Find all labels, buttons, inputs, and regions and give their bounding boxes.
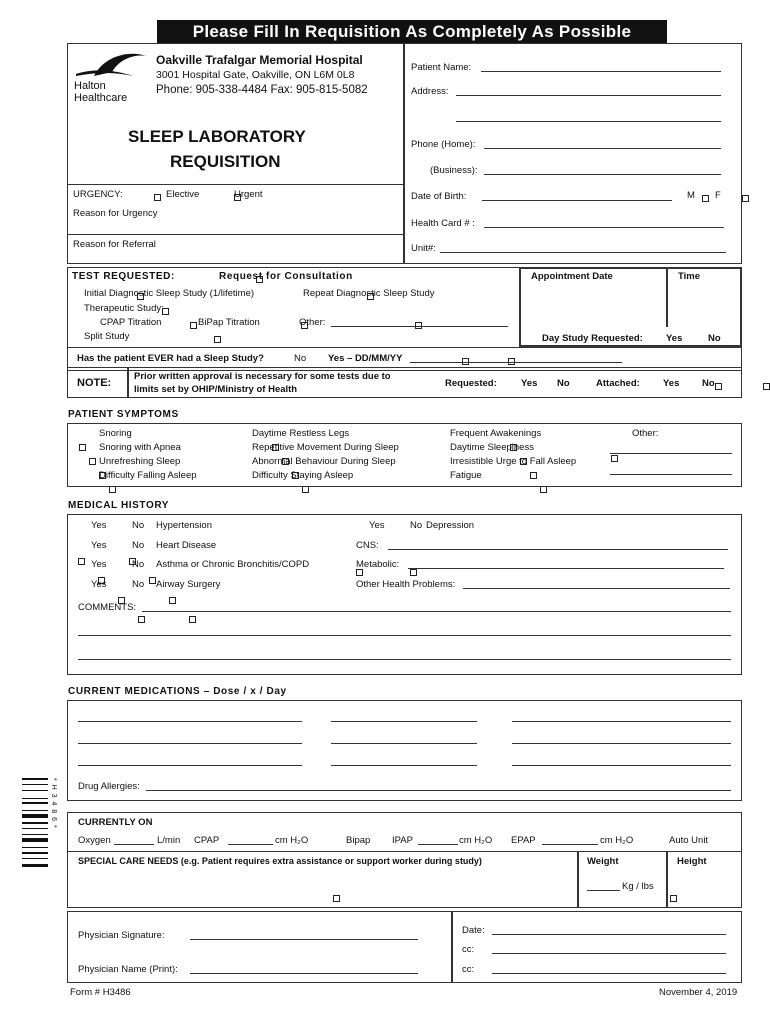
medication-field[interactable] [512, 765, 731, 766]
other-test-label: Other: [299, 317, 326, 328]
physician-signature-label: Physician Signature: [78, 930, 165, 941]
epap-label: EPAP [511, 835, 536, 846]
history-condition-label: Asthma or Chronic Bronchitis/COPD [156, 559, 310, 570]
attached-yes-label: Yes [663, 378, 680, 389]
symptom-checkbox[interactable] [302, 486, 309, 493]
form-banner: Please Fill In Requisition As Completely As Possible [157, 20, 667, 44]
logo-line-healthcare: Healthcare [74, 92, 128, 104]
symptom-label: Daytime Sleepiness [450, 442, 534, 453]
symptom-label: Difficulty Falling Asleep [99, 470, 197, 481]
patient-name-field[interactable] [481, 71, 721, 72]
bipap-label: Bipap [346, 835, 371, 846]
note-label: NOTE: [77, 377, 112, 389]
cpap-unit: cm H₂O [275, 835, 309, 846]
ever-date-field[interactable] [410, 362, 622, 363]
phone-business-label: (Business): [430, 165, 478, 176]
day-study-label: Day Study Requested: [542, 333, 643, 344]
symptom-checkbox[interactable] [79, 444, 86, 451]
bipap-titration-label: BiPap Titration [198, 317, 260, 328]
unit-label: Unit#: [411, 243, 436, 254]
address-label: Address: [411, 86, 449, 97]
ipap-label: IPAP [392, 835, 413, 846]
reason-urgency-label: Reason for Urgency [73, 208, 158, 219]
barcode-bar [22, 834, 48, 835]
history-no-checkbox[interactable] [169, 597, 176, 604]
bipap-checkbox[interactable] [333, 895, 340, 902]
phone-home-field[interactable] [484, 148, 721, 149]
other-health-problems-label: Other Health Problems: [356, 579, 456, 590]
barcode-bar [22, 798, 48, 799]
barcode-bar [22, 858, 48, 859]
date-label: Date: [462, 925, 485, 936]
symptom-label: Difficulty Staying Asleep [252, 470, 354, 481]
hospital-phone: Phone: 905-338-4484 Fax: 905-815-5082 [156, 84, 368, 96]
cc-label-1: cc: [462, 944, 475, 955]
medication-field[interactable] [331, 721, 477, 722]
physician-name-field[interactable] [190, 973, 418, 974]
other-symptom-label: Other: [632, 428, 659, 439]
lmin-label: L/min [157, 835, 181, 846]
requested-label: Requested: [445, 378, 497, 389]
patient-name-label: Patient Name: [411, 62, 472, 73]
weight-label: Weight [587, 856, 619, 867]
symptom-checkbox[interactable] [89, 458, 96, 465]
depression-yes-label: Yes [369, 520, 385, 531]
urgent-label: Urgent [234, 189, 263, 200]
ipap-field[interactable] [418, 844, 458, 845]
ever-sleep-study-question: Has the patient EVER had a Sleep Study? [77, 353, 264, 364]
history-no-label: No [132, 559, 145, 570]
medications-header: CURRENT MEDICATIONS – Dose / x / Day [68, 686, 287, 697]
metabolic-label: Metabolic: [356, 559, 400, 570]
symptom-checkbox[interactable] [530, 472, 537, 479]
history-no-label: No [132, 520, 145, 531]
cns-label: CNS: [356, 540, 379, 551]
symptom-checkbox[interactable] [109, 486, 116, 493]
other-symptom-checkbox[interactable] [611, 455, 618, 462]
form-title-line1: SLEEP LABORATORY [128, 127, 306, 146]
auto-unit-label: Auto Unit [669, 835, 709, 846]
phone-business-field[interactable] [484, 174, 721, 175]
test-requested-header: TEST REQUESTED: [72, 271, 175, 282]
address-field[interactable] [456, 95, 721, 96]
phone-home-label: Phone (Home): [411, 139, 476, 150]
medication-field[interactable] [78, 765, 302, 766]
cc-field-1[interactable] [492, 953, 726, 954]
weight-field[interactable] [587, 890, 620, 891]
symptom-label: Irresistible Urge to Fall Asleep [450, 456, 577, 467]
form-number: Form # H3486 [70, 987, 131, 998]
hospital-name: Oakville Trafalgar Memorial Hospital [156, 53, 363, 67]
health-card-label: Health Card # : [411, 218, 475, 229]
oxygen-label: Oxygen [78, 835, 111, 846]
history-yes-checkbox[interactable] [78, 558, 85, 565]
barcode-bar [22, 852, 48, 854]
depression-no-label: No [410, 520, 423, 531]
metabolic-field[interactable] [408, 568, 724, 569]
medication-field[interactable] [78, 721, 302, 722]
comments-field-3[interactable] [78, 659, 731, 660]
barcode-bar [22, 864, 48, 868]
attached-label: Attached: [596, 378, 640, 389]
comments-field-1[interactable] [142, 611, 731, 612]
medication-field[interactable] [331, 743, 477, 744]
barcode-bar [22, 802, 48, 804]
comments-field-2[interactable] [78, 635, 731, 636]
date-field[interactable] [492, 934, 726, 935]
other-health-problems-field[interactable] [463, 588, 730, 589]
ever-no-label: No [294, 353, 307, 364]
history-condition-label: Heart Disease [156, 539, 217, 551]
history-no-label: No [132, 539, 145, 551]
sex-f-label: F [715, 190, 721, 201]
note-text-2: limits set by OHIP/Ministry of Health [134, 384, 298, 395]
drug-allergies-label: Drug Allergies: [78, 781, 140, 792]
physician-signature-field[interactable] [190, 939, 418, 940]
repeat-study-label: Repeat Diagnostic Sleep Study [303, 288, 435, 299]
barcode-bar [22, 847, 48, 848]
symptom-label: Unrefreshing Sleep [99, 456, 181, 467]
history-yes-label: Yes [91, 578, 107, 590]
epap-field[interactable] [542, 844, 598, 845]
history-no-label: No [132, 578, 145, 590]
symptom-label: Snoring with Apnea [99, 442, 181, 453]
barcode-bar [22, 822, 48, 824]
logo-line-halton: Halton [74, 80, 106, 92]
history-yes-label: Yes [91, 559, 107, 570]
sex-m-label: M [687, 190, 695, 201]
cpap-field[interactable] [228, 844, 273, 845]
requested-no-label: No [557, 378, 570, 389]
barcode-bar [22, 790, 48, 791]
medication-field[interactable] [512, 743, 731, 744]
symptoms-header: PATIENT SYMPTOMS [68, 409, 179, 420]
requested-yes-checkbox[interactable] [715, 383, 722, 390]
ipap-unit: cm H₂O [459, 835, 493, 846]
barcode-bar [22, 814, 48, 818]
unit-field[interactable] [440, 252, 726, 253]
history-no-checkbox[interactable] [189, 616, 196, 623]
barcode-bar [22, 778, 48, 780]
consultation-label: Request for Consultation [219, 271, 353, 282]
cc-label-2: cc: [462, 964, 475, 975]
history-condition-label: Hypertension [156, 520, 212, 531]
barcode-bar [22, 828, 48, 829]
elective-checkbox[interactable] [154, 194, 161, 201]
symptom-label: Fatigue [450, 470, 482, 481]
history-yes-checkbox[interactable] [138, 616, 145, 623]
history-yes-label: Yes [91, 520, 107, 531]
requested-no-checkbox[interactable] [763, 383, 770, 390]
weight-unit: Kg / lbs [622, 881, 654, 892]
hospital-address: 3001 Hospital Gate, Oakville, ON L6M 0L8 [156, 69, 355, 81]
symptom-label: Abnormal Behaviour During Sleep [252, 456, 396, 467]
depression-label: Depression [426, 520, 475, 531]
other-symptom-field-2[interactable] [610, 474, 732, 475]
height-label: Height [677, 856, 707, 867]
time-label: Time [678, 271, 701, 282]
oxygen-field[interactable] [114, 844, 154, 845]
drug-allergies-field[interactable] [146, 790, 731, 791]
barcode-text: * H 3 4 8 6 * [50, 778, 57, 829]
split-study-checkbox[interactable] [214, 336, 221, 343]
symptom-checkbox[interactable] [540, 486, 547, 493]
halton-healthcare-logo-icon [74, 50, 154, 80]
sex-f-checkbox[interactable] [742, 195, 749, 202]
address-field-2[interactable] [456, 121, 721, 122]
sex-m-checkbox[interactable] [702, 195, 709, 202]
barcode-bar [22, 784, 48, 785]
symptom-label: Daytime Restless Legs [252, 428, 350, 439]
appointment-date-label: Appointment Date [531, 271, 613, 282]
depression-no-checkbox[interactable] [410, 569, 417, 576]
day-study-yes-label: Yes [666, 333, 683, 344]
symptom-label: Repetitive Movement During Sleep [252, 442, 399, 453]
dob-label: Date of Birth: [411, 191, 467, 202]
requested-yes-label: Yes [521, 378, 538, 389]
barcode-bar [22, 810, 48, 811]
form-title-line2: REQUISITION [170, 152, 281, 171]
split-study-label: Split Study [84, 331, 130, 342]
vertical-divider [403, 43, 405, 264]
form-barcode [22, 778, 48, 878]
elective-label: Elective [166, 189, 200, 200]
health-card-field[interactable] [484, 227, 724, 228]
cpap-titration-label: CPAP Titration [100, 317, 162, 328]
reason-referral-label: Reason for Referral [73, 239, 156, 250]
currently-on-header: CURRENTLY ON [78, 817, 153, 828]
medical-history-box [67, 514, 742, 675]
auto-unit-checkbox[interactable] [670, 895, 677, 902]
urgency-label: URGENCY: [73, 189, 123, 200]
cns-field[interactable] [388, 549, 728, 550]
physician-name-label: Physician Name (Print): [78, 964, 178, 975]
medication-field[interactable] [512, 721, 731, 722]
cpap-label: CPAP [194, 835, 220, 846]
note-text-1: Prior written approval is necessary for some tests due to [134, 371, 391, 382]
other-test-field[interactable] [331, 326, 508, 327]
therapeutic-label: Therapeutic Study: [84, 303, 164, 314]
history-no-checkbox[interactable] [149, 577, 156, 584]
ever-yes-label: Yes – DD/MM/YY [328, 353, 403, 364]
special-care-label: SPECIAL CARE NEEDS (e.g. Patient requires extra assistance or support worker during study) [78, 856, 482, 866]
initial-study-label: Initial Diagnostic Sleep Study (1/lifetime) [84, 288, 255, 299]
attached-no-label: No [702, 378, 715, 389]
symptom-label: Frequent Awakenings [450, 428, 542, 439]
cpap-titration-checkbox[interactable] [190, 322, 197, 329]
history-condition-label: Airway Surgery [156, 578, 221, 590]
cc-field-2[interactable] [492, 973, 726, 974]
dob-field[interactable] [482, 200, 672, 201]
medication-field[interactable] [78, 743, 302, 744]
epap-unit: cm H₂O [600, 835, 634, 846]
medical-history-header: MEDICAL HISTORY [68, 500, 170, 511]
form-date: November 4, 2019 [659, 987, 738, 998]
barcode-bar [22, 838, 48, 842]
symptom-label: Snoring [99, 428, 132, 439]
medications-box [67, 700, 742, 801]
medication-field[interactable] [331, 765, 477, 766]
comments-label: COMMENTS: [78, 602, 137, 613]
other-symptom-field-1[interactable] [610, 453, 732, 454]
day-study-no-label: No [708, 333, 721, 344]
history-yes-label: Yes [91, 539, 107, 551]
